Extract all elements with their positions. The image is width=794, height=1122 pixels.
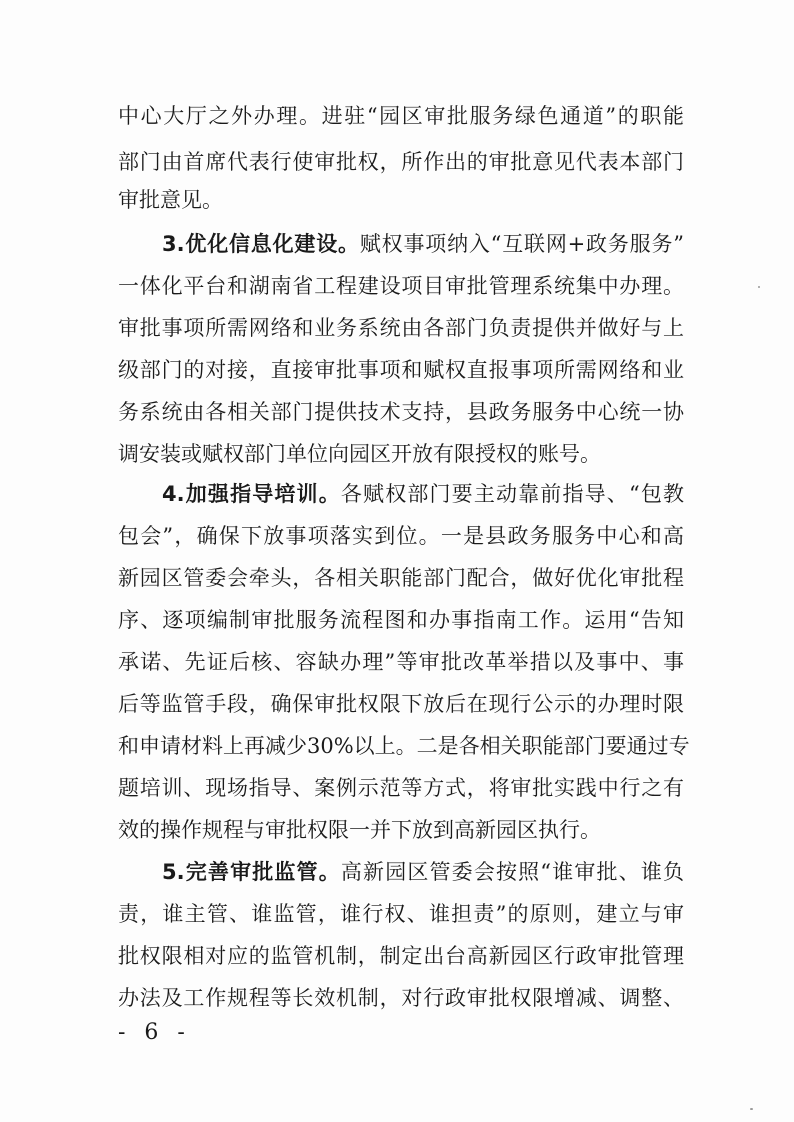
text-line: 审批意见。 (118, 188, 223, 212)
section-heading: 4.加强指导培训。 (162, 482, 341, 506)
text-line: 责，谁主管、谁监管，谁行权、谁担责”的原则，建立与审 (118, 902, 684, 926)
text-line: 务系统由各相关部门提供技术支持，县政务服务中心统一协 (118, 400, 684, 424)
page-number: - 6 - (118, 1020, 191, 1045)
paragraph-first-line (162, 228, 684, 260)
paragraph-first-line (162, 478, 684, 510)
text-line: 包会”，确保下放事项落实到位。一是县政务服务中心和高 (118, 524, 684, 548)
text-line: 级部门的对接，直接审批事项和赋权直报事项所需网络和业 (118, 358, 684, 382)
paragraph-first-line (162, 856, 684, 888)
text-line: 序、逐项编制审批服务流程图和办事指南工作。运用“告知 (118, 608, 684, 632)
scan-speck (758, 286, 760, 288)
text-line: 批权限相对应的监管机制，制定出台高新园区行政审批管理 (118, 944, 684, 968)
text-line: 调安装或赋权部门单位向园区开放有限授权的账号。 (118, 442, 601, 466)
text-line: 部门由首席代表行使审批权，所作出的审批意见代表本部门 (118, 150, 684, 174)
text-line: 中心大厅之外办理。进驻“园区审批服务绿色通道”的职能 (118, 104, 684, 128)
text-run: 各赋权部门要主动靠前指导、“包教 (340, 482, 684, 506)
text-line: 一体化平台和湖南省工程建设项目审批管理系统集中办理。 (118, 274, 684, 298)
text-line: 承诺、先证后核、容缺办理”等审批改革举措以及事中、事 (118, 650, 684, 674)
section-heading: 3.优化信息化建设。 (162, 232, 360, 256)
text-run: 高新园区管委会按照“谁审批、谁负 (340, 860, 684, 884)
text-line: 新园区管委会牵头，各相关职能部门配合，做好优化审批程 (118, 566, 684, 590)
text-line: 办法及工作规程等长效机制，对行政审批权限增减、调整、 (118, 986, 684, 1010)
text-run: 赋权事项纳入“互联网+政务服务” (359, 232, 684, 256)
scan-speck (750, 1108, 753, 1110)
text-line: 效的操作规程与审批权限一并下放到高新园区执行。 (118, 818, 601, 842)
text-line: 后等监管手段，确保审批权限下放后在现行公示的办理时限 (118, 692, 684, 716)
section-heading: 5.完善审批监管。 (162, 860, 341, 884)
text-line: 题培训、现场指导、案例示范等方式，将审批实践中行之有 (118, 776, 684, 800)
text-line: 和申请材料上再减少30%以上。二是各相关职能部门要通过专 (118, 734, 690, 758)
text-line: 审批事项所需网络和业务系统由各部门负责提供并做好与上 (118, 316, 684, 340)
